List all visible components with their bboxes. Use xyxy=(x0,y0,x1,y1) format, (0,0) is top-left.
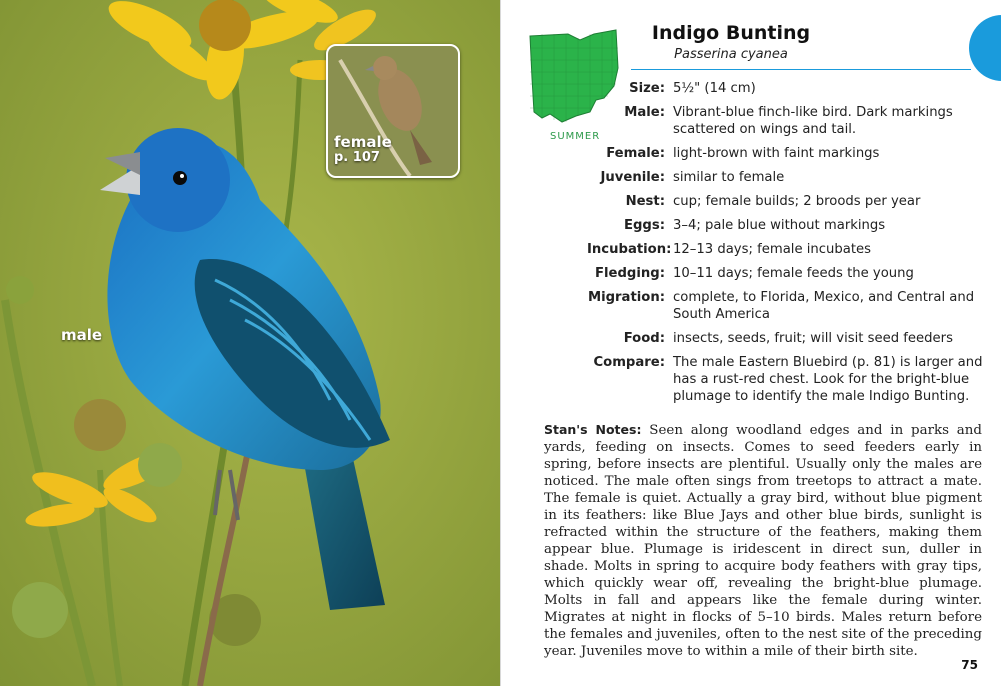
fact-value: 12–13 days; female incubates xyxy=(673,242,871,257)
page-number: 75 xyxy=(961,658,978,672)
fact-key: Incubation: xyxy=(587,242,672,257)
map-season-label: SUMMER xyxy=(550,131,601,142)
fact-key: Migration: xyxy=(587,290,665,305)
fact-row xyxy=(587,241,987,258)
title-divider xyxy=(631,69,971,70)
fact-row xyxy=(587,104,987,138)
fact-value: insects, seeds, fruit; will visit seed feeders xyxy=(673,331,953,346)
fact-value: complete, to Florida, Mexico, and Central and South America xyxy=(673,290,975,322)
male-label: male xyxy=(61,326,103,344)
female-page-reference: p. 107 xyxy=(334,150,380,165)
fact-key: Nest: xyxy=(625,194,665,209)
fact-row xyxy=(587,330,987,347)
fact-row xyxy=(587,80,987,97)
fact-value: similar to female xyxy=(673,170,785,185)
fact-key: Male: xyxy=(624,105,665,120)
fact-row xyxy=(587,145,987,162)
female-label-text: female xyxy=(334,133,392,151)
species-title: Indigo Bunting xyxy=(651,22,811,44)
fact-row xyxy=(587,265,987,282)
fact-row xyxy=(587,193,987,210)
fact-key: Eggs: xyxy=(623,218,665,233)
bird-photo xyxy=(0,0,500,686)
fact-key: Compare: xyxy=(593,355,665,370)
notes-label: Stan's Notes: xyxy=(544,422,642,437)
fact-key: Size: xyxy=(629,81,665,96)
fact-key: Female: xyxy=(606,146,665,161)
fact-key: Food: xyxy=(623,331,665,346)
fact-row xyxy=(587,354,987,405)
section-color-tab xyxy=(969,15,1001,81)
fact-value: light-brown with faint markings xyxy=(673,146,880,161)
fact-row xyxy=(587,169,987,186)
fact-value: 10–11 days; female feeds the young xyxy=(673,266,914,281)
stans-notes xyxy=(544,421,982,660)
info-page xyxy=(500,0,1001,686)
fact-value: Vibrant-blue finch-like bird. Dark markings scattered on wings and tail. xyxy=(673,105,953,137)
fact-list xyxy=(587,80,987,412)
fact-value: 3–4; pale blue without markings xyxy=(673,218,886,233)
fact-key: Juvenile: xyxy=(600,170,665,185)
fact-value: cup; female builds; 2 broods per year xyxy=(673,194,921,209)
scientific-name: Passerina cyanea xyxy=(674,47,788,62)
fact-row xyxy=(587,217,987,234)
female-inset-label xyxy=(334,134,392,166)
fact-row xyxy=(587,289,987,323)
fact-value: 5½" (14 cm) xyxy=(673,81,756,96)
fact-key: Fledging: xyxy=(595,266,665,281)
notes-text: Seen along woodland edges and in parks and yards, feeding on insects. Comes to seed feeders early in spring, before insects are plentiful. Usually only the males are noticed. The male often sings from treetops to attract a mate. The female is quiet. Actually a gray bird, without blue pigment in its feathers: like Blue Jays and other blue birds, sunlight is refracted within the structure of the feathers, making them appear blue. Plumage is iridescent in direct sun, duller in shade. Molts in spring to acquire body feathers with gray tips, which quickly wear off, revealing the bright-blue plumage. Molts in fall and appears like the female during winter. Migrates at night in flocks of 5–10 birds. Males return before the females and juveniles, often to the nest site of the preceding year. Juveniles move to within a mile of their birth site. xyxy=(544,423,982,659)
fact-value: The male Eastern Bluebird (p. 81) is larger and has a rust-red chest. Look for the bright-blue plumage to identify the male Indigo Bunting. xyxy=(673,355,983,404)
